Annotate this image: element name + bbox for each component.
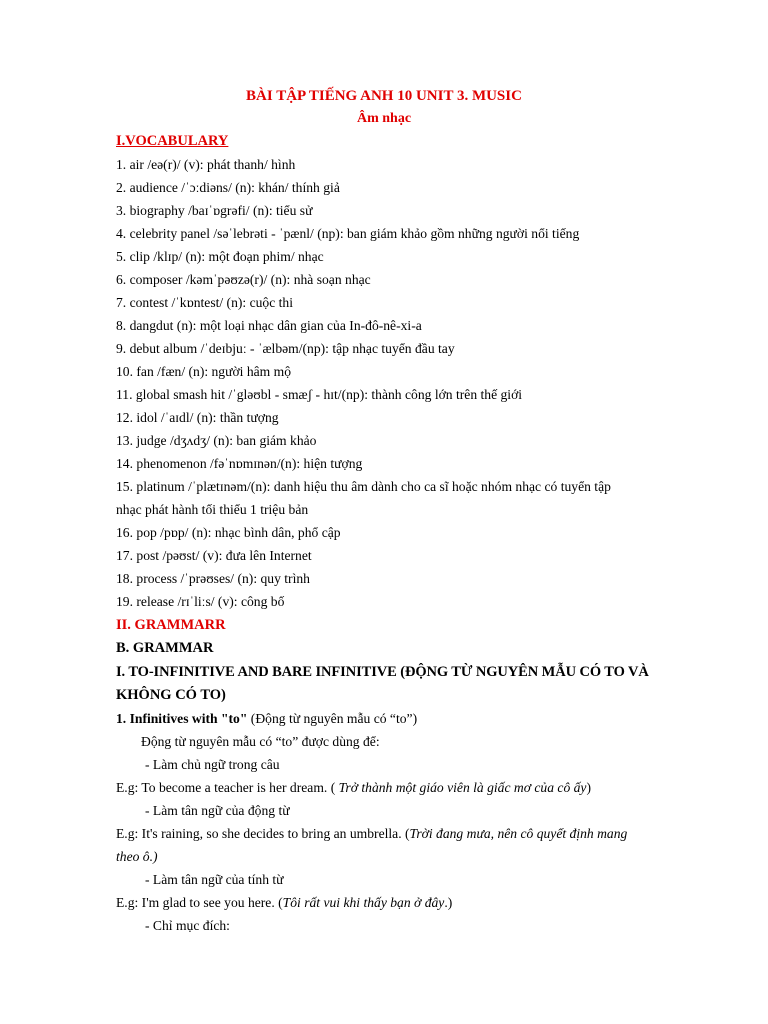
usage-item: - Làm tân ngữ của tính từ (145, 872, 284, 887)
example-translation: Trở thành một giáo viên là giấc mơ của cô ấy (338, 780, 587, 795)
usage-item: - Làm chủ ngữ trong câu (145, 757, 280, 772)
example-close: .) (444, 895, 453, 910)
vocab-item: 7. contest /ˈkɒntest/ (n): cuộc thi (116, 295, 293, 310)
vocab-item: 8. dangdut (n): một loại nhạc dân gian của In-đô-nê-xi-a (116, 318, 422, 333)
document-subtitle: Âm nhạc (356, 111, 412, 126)
example-text: E.g: I'm glad to see you here. ( (116, 895, 283, 910)
subheading-note: (Động từ nguyên mẫu có “to”) (247, 711, 418, 726)
document-title: BÀI TẬP TIẾNG ANH 10 UNIT 3. MUSIC (246, 88, 522, 104)
vocab-item: 5. clip /klɪp/ (n): một đoạn phim/ nhạc (116, 249, 324, 264)
example-line (116, 826, 627, 842)
vocab-item: 16. pop /pɒp/ (n): nhạc bình dân, phổ cập (116, 525, 341, 540)
vocab-item: 18. process /ˈprəʊses/ (n): quy trình (116, 571, 310, 586)
vocab-item: 13. judge /dʒʌdʒ/ (n): ban giám khảo (116, 433, 317, 448)
example-translation: Trời đang mưa, nên cô quyết định mang (409, 826, 628, 841)
vocab-item: 3. biography /baɪˈɒgrəfi/ (n): tiểu sử (116, 203, 313, 218)
vocab-item: 6. composer /kəmˈpəʊzə(r)/ (n): nhà soạn nhạc (116, 272, 371, 287)
vocab-item: 19. release /rɪˈliːs/ (v): công bố (116, 594, 285, 609)
vocab-item: 2. audience /ˈɔːdiəns/ (n): khán/ thính giả (116, 180, 340, 195)
example-line (116, 895, 452, 911)
vocab-item: 1. air /eə(r)/ (v): phát thanh/ hình (116, 157, 296, 172)
example-text: E.g: It's raining, so she decides to bring an umbrella. ( (116, 826, 410, 841)
example-close: ) (586, 780, 591, 795)
vocab-item: 12. idol /ˈaɪdl/ (n): thần tượng (116, 410, 279, 425)
usage-intro: Động từ nguyên mẫu có “to” được dùng để: (141, 734, 380, 749)
vocab-item: 10. fan /fæn/ (n): người hâm mộ (116, 364, 292, 379)
vocab-item: 15. platinum /ˈplætɪnəm/(n): danh hiệu thu âm dành cho ca sĩ hoặc nhóm nhạc có tuyển tập (116, 479, 611, 494)
usage-item: - Chỉ mục đích: (145, 918, 230, 933)
example-line (116, 780, 591, 796)
usage-item: - Làm tân ngữ của động từ (145, 803, 290, 818)
section-heading-infinitive: I. TO-INFINITIVE AND BARE INFINITIVE (ĐỘNG TỪ NGUYÊN MẪU CÓ TO VÀ (116, 664, 649, 680)
vocabulary-heading: I.VOCABULARY (116, 133, 229, 149)
grammar-heading: B. GRAMMAR (116, 640, 214, 656)
section-heading-infinitive-cont: KHÔNG CÓ TO) (116, 687, 226, 703)
vocab-item: 11. global smash hit /ˈgləʊbl - smæʃ - hɪt/(np): thành công lớn trên thế giới (116, 387, 523, 402)
example-translation-cont: theo ô.) (116, 849, 158, 864)
grammar-heading-red: II. GRAMMARR (116, 617, 226, 633)
example-translation: Tôi rất vui khi thấy bạn ở đây (282, 895, 445, 910)
vocab-item: 17. post /pəʊst/ (v): đưa lên Internet (116, 548, 312, 563)
vocab-item-continuation: nhạc phát hành tối thiểu 1 triệu bản (116, 502, 309, 517)
subheading-infinitives-with-to (116, 711, 417, 727)
subheading-bold: 1. Infinitives with "to" (116, 711, 248, 726)
vocab-item: 14. phenomenon /fəˈnɒmɪnən/(n): hiện tượng (116, 456, 363, 471)
vocab-item: 9. debut album /ˈdeɪbjuː - ˈælbəm/(np): tập nhạc tuyển đầu tay (116, 341, 455, 356)
vocab-item: 4. celebrity panel /səˈlebrəti - ˈpænl/ (np): ban giám khảo gồm những người nổi tiếng (116, 226, 580, 241)
example-text: E.g: To become a teacher is her dream. ( (116, 780, 339, 795)
